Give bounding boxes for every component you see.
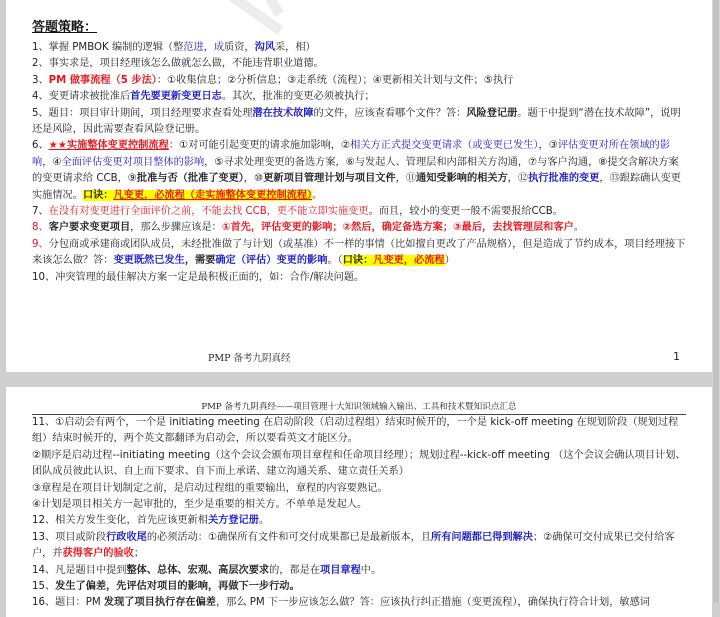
list-item (32, 106, 686, 139)
text-run: 16、题目：PM (32, 597, 104, 609)
document-page-1 (6, 0, 712, 372)
list-item (32, 563, 686, 579)
text-run: 沟风 (254, 42, 275, 53)
text-run: 的文件，应该查看哪个文件？答： (313, 107, 467, 119)
text-run: 。 (312, 189, 323, 201)
text-run: ，⑩ (243, 173, 264, 185)
text-run: 。而且，较小的变更一般不需要报给CCB。 (368, 206, 563, 218)
list-item (32, 40, 686, 56)
text-run: 分包商或承建商或团队成员，未经批准做了与计划（或基准）不一样的事情（比如擅自更改了产品规格），但是造成了节约成本，项目经理接下来该怎么做？答： (32, 238, 686, 267)
text-run: 。其次，批准的变更必须被执行； (221, 91, 375, 103)
strategy-list (32, 40, 686, 286)
list-item (32, 530, 686, 563)
text-run: ，⑫ (507, 173, 529, 185)
list-item (32, 237, 686, 270)
text-run: ③章程是在项目计划制定之前，是启动过程组的重要输出，章程的内容要熟记。 (32, 482, 388, 494)
text-run: ，③ (538, 140, 558, 152)
knowledge-list (32, 415, 686, 612)
text-run: 评估变更对所在领域的影响 (32, 140, 670, 168)
text-run: 4、变更请求被批准后 (32, 91, 131, 103)
text-run: ；②确保可交付成果已交付给客户，并 (32, 531, 675, 560)
text-run: 1、掌握 PMBOK 编制的逻辑（整 (32, 42, 184, 53)
list-item (32, 138, 686, 204)
text-run: 2、事实求是，项目经理该怎么做就怎么做，不能违背职业道德。 (32, 58, 324, 70)
text-run: 风险登记册 (466, 107, 518, 119)
text-run: 首先要更新变更日志 (130, 91, 222, 103)
list-item (32, 579, 686, 595)
text-run: ，⑬跟踪确认变更实施情况。 (32, 173, 681, 201)
text-run: 凡变更，必流程（走实施整体变更控制流程） (113, 189, 313, 201)
text-run: 10、冲突管理的最佳解决方案一定是最积极正面的，如：合作/解决问题。 (32, 271, 365, 283)
text-run: 6、 (32, 140, 49, 152)
text-run: ，那么步骤应该是： (130, 222, 222, 234)
text-run: ：①收集信息；②分析信息；③走系统（流程）；④更新相关计划与文件；⑤执行 (156, 74, 514, 86)
list-item (32, 220, 686, 236)
text-run: 口诀： (342, 255, 374, 267)
text-run: 。 (258, 515, 270, 527)
text-run: 发生了偏差，先评估对项目的影响，再做下一步行动。 (55, 581, 300, 593)
text-run: 获得客户的验收 (62, 548, 134, 560)
text-run: 15、 (32, 581, 56, 593)
text-run: 的，都是在 (269, 564, 321, 576)
text-run: 7、 (32, 206, 49, 218)
list-item (32, 56, 686, 72)
text-run: PM 做事流程（5 步法） (48, 74, 157, 86)
text-run: ：①对可能引起变更的请求施加影响，② (168, 140, 351, 152)
text-run: 凡变更，必流程 (373, 255, 445, 267)
document-page-2 (6, 387, 712, 617)
scrollbar-thumb[interactable] (713, 0, 719, 603)
text-run: ，需要 (184, 255, 216, 267)
watermark (228, 0, 293, 35)
text-run: 执行批准的变更 (528, 173, 600, 185)
text-run: 采，相） (274, 42, 316, 53)
text-run: 关方登记册 (207, 515, 259, 527)
text-run: 。题干中提到“潜在技术故障”，说明还是风险，因此需要查看风险登记册。 (32, 107, 681, 136)
text-run: ★★实施整体变更控制流程 (48, 140, 169, 152)
page-number: 1 (673, 350, 680, 363)
text-run: 9、 (32, 238, 49, 250)
text-run: 11、①启动会有两个，一个是 initiating meeting 在启动阶段（启动过程组）结束时候开的，一个是 kick-off meeting 在规划阶段（规划过程组）结束时候开的，两个英文都翻译为启动会，所以要看英文才能区分。 (32, 417, 679, 445)
text-run: ，那么 PM 下一步应该怎么做？答：应该执行纠正措施（变更流程），确保执行符合计划，敏感词 (215, 597, 650, 609)
text-run: ，④ (42, 156, 62, 168)
list-item (32, 497, 686, 513)
section-heading: 答题策略： (32, 20, 98, 35)
text-run: ； (133, 548, 145, 560)
text-run: ④计划是项目相关方一起审批的，至少是重要的相关方。不单单是发起人。 (32, 499, 368, 511)
list-item (32, 448, 686, 481)
list-item (32, 89, 686, 105)
text-run: 13、项目或阶段 (32, 531, 107, 543)
page-header: PMP 备考九阴真经——项目管理十大知识领域输入输出、工具和技术暨知识点汇总 (201, 402, 517, 412)
text-run: 的必须活动：①确保所有文件和可交付成果都已是最新版本，且 (146, 531, 432, 543)
text-run: 中。 (360, 564, 382, 576)
list-item (32, 481, 686, 497)
text-run: 发现了项目执行存在偏差 (103, 597, 216, 609)
text-run: 全面评估变更对项目整体的影响 (61, 156, 205, 168)
text-run: 3、 (32, 74, 49, 86)
text-run: 通知受影响的相关方 (416, 173, 508, 185)
text-run: 整体、总体、宏观、高层次要求 (126, 564, 270, 576)
list-item (32, 595, 686, 611)
text-run: 12、相关方发生变化，首先应该更新相 (32, 515, 208, 527)
text-run: 潜在技术故障 (252, 107, 314, 119)
list-item (32, 415, 686, 448)
list-item (32, 513, 686, 529)
text-run: 8、 (32, 222, 49, 234)
text-run: 成 (213, 42, 225, 53)
list-item (32, 73, 686, 89)
text-run: ①首先，评估变更的影响；②然后，确定备选方案；③最后，去找管理层和客户 (221, 222, 574, 234)
text-run: ， (203, 42, 214, 53)
text-run: 行政收尾 (106, 531, 147, 543)
text-run: 在没有对变更进行全面评价之前，不能去找 CCB，更不能立即实施变更 (48, 206, 369, 218)
text-run: 相关方正式提交变更请求（或变更已发生） (350, 140, 539, 152)
text-run: 质资， (224, 42, 255, 53)
text-run: ，⑪ (395, 173, 417, 185)
text-run: 。（ (327, 255, 343, 267)
text-run: ） (444, 255, 455, 267)
text-run: 批准与否（批准了变更） (136, 173, 244, 185)
text-run: 所有问题都已得到解决 (431, 531, 533, 543)
text-run: 。 (573, 222, 584, 234)
text-run: 客户要求变更项目 (48, 222, 131, 234)
text-run: 确定（评估）变更的影响 (215, 255, 328, 267)
text-run: 范进 (183, 42, 204, 53)
list-item (32, 204, 686, 220)
text-run: 项目章程 (320, 564, 361, 576)
list-item (32, 270, 686, 286)
vertical-scrollbar[interactable] (712, 0, 720, 603)
text-run: 更新项目管理计划与项目文件 (263, 173, 396, 185)
page-footer-title: PMP 备考九阴真经 (208, 353, 291, 364)
text-run: ②顺序是启动过程--initiating meeting（这个会议会颁布项目章程和任命项目经理）；规划过程--kick-off meeting （这个会议会确认项目计划、团队成员彼此认识、自上而下要求、自下而上承诺、建立沟通关系、建立责任关系） (32, 449, 686, 478)
text-run: 14、凡是题目中提到 (32, 564, 127, 576)
text-run: 5、题目：项目审计期间，项目经理要求查看处理 (32, 107, 253, 119)
text-run: ，⑤寻求处理变更的备选方案，⑥与发起人、管理层和内部相关方沟通，⑦与客户沟通，⑧提交含解决方案的变更请求给 CCB，⑨ (32, 156, 679, 185)
text-run: 口诀： (82, 189, 114, 201)
text-run: 变更既然已发生 (113, 255, 185, 267)
